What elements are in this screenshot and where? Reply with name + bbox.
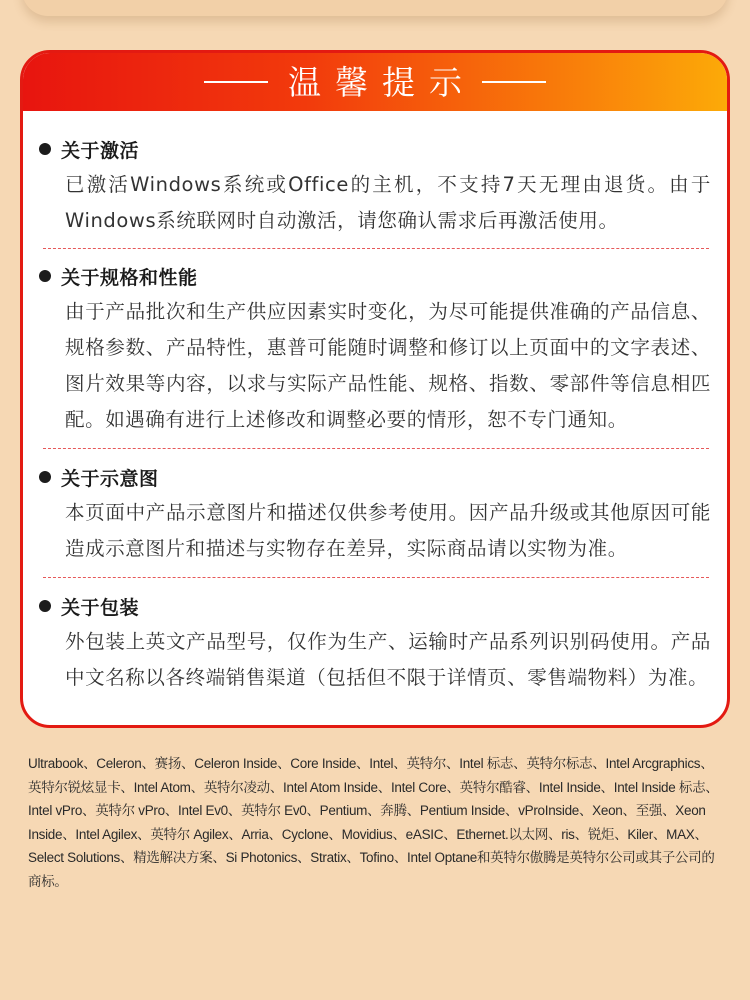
section-heading xyxy=(39,262,711,290)
header-left-rule xyxy=(204,81,268,83)
dashed-divider xyxy=(43,577,709,578)
bullet-icon xyxy=(39,471,51,483)
notice-title: 温馨提示 xyxy=(288,62,476,102)
section-title: 关于规格和性能 xyxy=(61,266,198,289)
trademark-notice: Ultrabook、Celeron、赛扬、Celeron Inside、Core Inside、Intel、英特尔、Intel 标志、英特尔标志、Intel Arcgraphics、英特尔锐炫显卡、Intel Atom、英特尔凌动、Intel Atom Inside、Intel Core、英特尔酷睿、Intel Inside、Intel Inside 标志、Intel vPro、英特尔 vPro、Intel Ev0、英特尔 Ev0、Pentium、奔腾、Pentium Inside、vProInside、Xeon、至强、Xeon Inside、Intel Agilex、英特尔 Agilex、Arria、Cyclone、Movidius、eASIC、Ethernet.以太网、ris、锐炬、Kiler、MAX、Select Solutions、精选解决方案、Si Photonics、Stratix、Tofino、Intel Optane和英特尔傲腾是英特尔公司或其子公司的商标。 xyxy=(28,756,719,889)
dashed-divider xyxy=(43,248,709,249)
section-heading xyxy=(39,463,711,491)
section-title: 关于包装 xyxy=(61,596,140,619)
bullet-icon xyxy=(39,143,51,155)
section-heading xyxy=(39,592,711,620)
bullet-icon xyxy=(39,600,51,612)
section-activation xyxy=(39,135,711,239)
section-text: 由于产品批次和生产供应因素实时变化，为尽可能提供准确的产品信息、规格参数、产品特性，惠普可能随时调整和修订以上页面中的文字表述、图片效果等内容，以求与实际产品性能、规格、指数、零部件等信息相匹配。如遇确有进行上述修改和调整必要的情形，恕不专门通知。 xyxy=(65,300,711,431)
header-right-rule xyxy=(482,81,546,83)
bullet-icon xyxy=(39,270,51,282)
notice-card xyxy=(20,50,730,728)
section-illustration xyxy=(39,463,711,567)
section-title: 关于激活 xyxy=(61,139,140,162)
notice-header xyxy=(23,53,727,111)
previous-panel-edge xyxy=(22,0,728,16)
section-packaging xyxy=(39,592,711,696)
section-text: 本页面中产品示意图片和描述仅供参考使用。因产品升级或其他原因可能造成示意图片和描述与实物存在差异，实际商品请以实物为准。 xyxy=(65,501,711,560)
dashed-divider xyxy=(43,448,709,449)
section-text: 已激活Windows系统或Office的主机，不支持7天无理由退货。由于Windows系统联网时自动激活，请您确认需求后再激活使用。 xyxy=(65,173,711,232)
section-text: 外包装上英文产品型号，仅作为生产、运输时产品系列识别码使用。产品中文名称以各终端销售渠道（包括但不限于详情页、零售端物料）为准。 xyxy=(65,630,711,689)
section-heading xyxy=(39,135,711,163)
section-specs xyxy=(39,262,711,438)
section-title: 关于示意图 xyxy=(61,467,159,490)
